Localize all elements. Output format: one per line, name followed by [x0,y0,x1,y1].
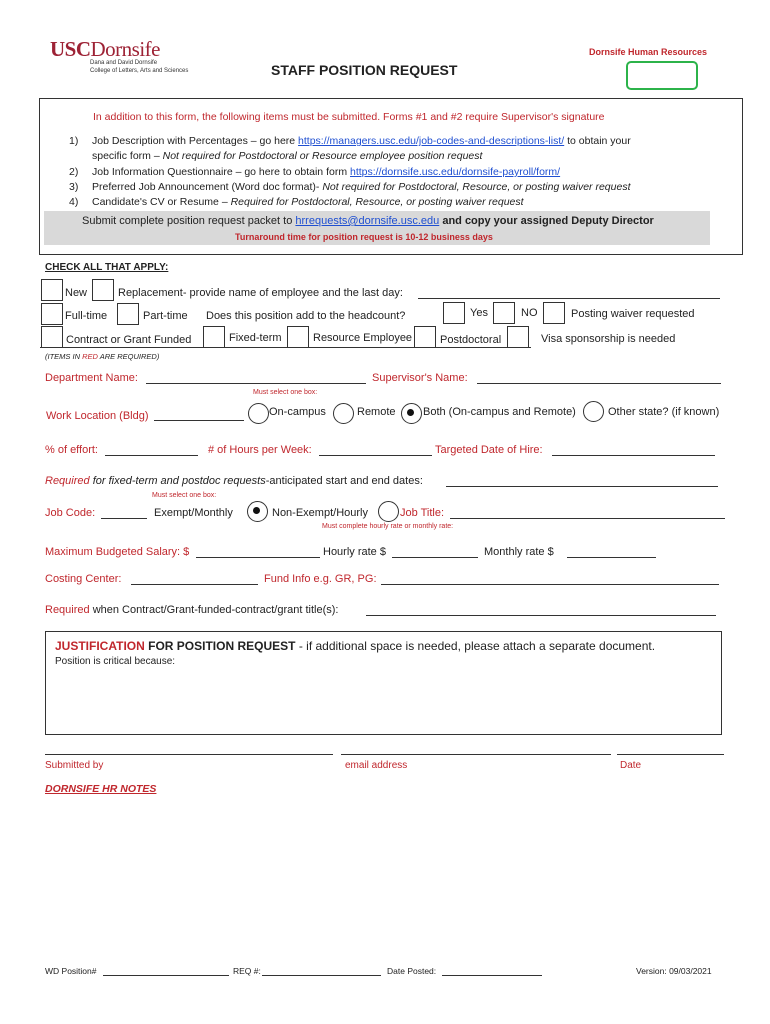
checkbox-fixed-term[interactable] [203,326,225,348]
justification-prompt: Position is critical because: [55,656,176,667]
label-supervisor: Supervisor's Name: [372,372,468,384]
label-replacement: Replacement- provide name of employee and the last day: [118,287,403,299]
justification-heading [55,639,655,653]
label-no: NO [521,307,538,319]
item4-text: Candidate's CV or Resume – [92,196,228,208]
label-fund-info: Fund Info e.g. GR, PG: [264,573,377,585]
contract-titles-text: when Contract/Grant-funded-contract/grant title(s): [92,604,339,616]
replacement-field[interactable] [418,298,720,299]
required-note [45,352,159,361]
label-monthly: Monthly rate $ [484,546,554,558]
label-fixed-dates [45,475,423,487]
job-code-field[interactable] [101,518,147,519]
contract-titles-field[interactable] [366,615,716,616]
hr-notes-heading: DORNSIFE HR NOTES [45,783,157,795]
instructions-intro: In addition to this form, the following items must be submitted. Forms #1 and #2 require Supervisor's signature [93,111,605,123]
label-headcount: Does this position add to the headcount? [206,310,406,322]
label-department: Department Name: [45,372,138,384]
version: Version: 09/03/2021 [636,966,712,976]
label-effort: % of effort: [45,444,98,456]
date-field[interactable] [617,754,724,755]
label-resource: Resource Employee [313,332,413,344]
logo-usc: USC [50,37,91,61]
label-work-location: Work Location (Bldg) [46,410,149,422]
label-contract-titles [45,604,338,616]
label-full-time: Full-time [65,310,108,322]
label-hourly: Hourly rate $ [323,546,386,558]
item1-line2 [92,150,482,162]
label-hire-date: Targeted Date of Hire: [435,444,543,456]
checkbox-postdoctoral[interactable] [414,326,436,348]
form-title: STAFF POSITION REQUEST [271,62,458,78]
item3-note: Not required for Postdoctoral, Resource, or posting waiver request [322,181,631,193]
justification-red: JUSTIFICATION [55,639,145,653]
checkbox-visa[interactable] [507,326,529,348]
contract-titles-required: Required [45,604,90,616]
costing-field[interactable] [131,584,258,585]
item1-num: 1) [69,135,79,147]
radio-on-campus[interactable] [248,403,269,424]
fixed-dates-field[interactable] [446,486,718,487]
work-location-field[interactable] [154,420,244,421]
item1-text: Job Description with Percentages – go here [92,135,296,147]
label-postdoctoral: Postdoctoral [440,334,502,346]
must-complete-rate: Must complete hourly rate or monthly rate: [322,523,454,530]
fixed-dates-for: for fixed-term and postdoc requests [92,475,266,487]
office-use-box[interactable] [626,61,698,90]
department-field[interactable] [146,383,366,384]
radio-both[interactable] [401,403,422,424]
hours-field[interactable] [319,455,432,456]
checkbox-replacement[interactable] [92,279,114,301]
required-note-a: (ITEMS IN [45,352,80,361]
payroll-form-link[interactable]: https://dornsife.usc.edu/dornsife-payroll/form/ [350,166,561,178]
item4-num: 4) [69,196,79,208]
label-wd-position: WD Position# [45,966,97,976]
max-salary-field[interactable] [196,557,320,558]
wd-position-field[interactable] [103,975,229,976]
logo-sub2: College of Letters, Arts and Sciences [90,68,189,74]
check-heading: CHECK ALL THAT APPLY: [45,262,169,273]
item4-note: Required for Postdoctoral, Resource, or posting waiver request [230,196,524,208]
label-costing: Costing Center: [45,573,122,585]
checkbox-part-time[interactable] [117,303,139,325]
logo-sub1: Dana and David Dornsife [90,60,158,66]
justification-bold: FOR POSITION REQUEST [148,639,296,653]
fixed-dates-required: Required [45,475,90,487]
radio-exempt[interactable] [247,501,268,522]
label-date: Date [620,760,642,771]
submitted-by-field[interactable] [45,754,333,755]
label-fixed-term: Fixed-term [229,332,282,344]
label-on-campus: On-campus [269,406,326,418]
department-heading: Dornsife Human Resources [589,47,708,57]
label-visa: Visa sponsorship is needed [541,333,676,345]
item3-line [92,181,631,193]
section-divider [40,347,531,348]
checkbox-posting-waiver[interactable] [543,302,565,324]
item1-tail: to obtain your [567,135,631,147]
req-field[interactable] [262,975,381,976]
radio-remote[interactable] [333,403,354,424]
monthly-field[interactable] [567,557,656,558]
justification-rest: - if additional space is needed, please attach a separate document. [298,639,656,653]
hr-email-link[interactable]: hrrequests@dornsife.usc.edu [295,215,440,227]
label-part-time: Part-time [143,310,188,322]
submit-text: Submit complete position request packet to [82,215,293,227]
turnaround-text: Turnaround time for position request is 10-12 business days [235,232,493,242]
label-submitted-by: Submitted by [45,760,104,771]
item4-line [92,196,524,208]
label-date-posted: Date Posted: [387,966,437,976]
checkbox-contract[interactable] [41,326,63,348]
hourly-field[interactable] [392,557,478,558]
fixed-dates-tail: -anticipated start and end dates: [265,475,423,487]
item1-note: Not required for Postdoctoral or Resource employee position request [162,150,483,162]
item3-num: 3) [69,181,79,193]
item1-cont: specific form – [92,150,160,162]
item2-num: 2) [69,166,79,178]
required-note-red: RED [82,352,98,361]
usc-dornsife-logo [50,37,200,79]
hire-date-field[interactable] [552,455,715,456]
checkbox-resource[interactable] [287,326,309,348]
label-non-exempt: Non-Exempt/Hourly [272,507,368,519]
radio-other-state[interactable] [583,401,604,422]
label-exempt: Exempt/Monthly [154,507,233,519]
label-remote: Remote [357,406,396,418]
checkbox-new[interactable] [41,279,63,301]
label-yes: Yes [470,307,488,319]
checkbox-full-time[interactable] [41,303,63,325]
logo-dornsife: Dornsife [90,37,160,61]
email-field[interactable] [341,754,611,755]
label-new: New [65,287,88,299]
radio-non-exempt[interactable] [378,501,399,522]
must-select-location: Must select one box: [253,389,318,396]
date-posted-field[interactable] [442,975,542,976]
item3-text: Preferred Job Announcement (Word doc format)- [92,181,320,193]
label-contract: Contract or Grant Funded [66,334,192,346]
label-req: REQ #: [233,966,261,976]
job-title-field[interactable] [450,518,725,519]
item2-text: Job Information Questionnaire – go here to obtain form [92,166,348,178]
submit-tail: and copy your assigned Deputy Director [442,215,654,227]
checkbox-yes[interactable] [443,302,465,324]
label-job-code: Job Code: [45,507,96,519]
effort-field[interactable] [105,455,198,456]
label-hours: # of Hours per Week: [208,444,312,456]
job-codes-link[interactable]: https://managers.usc.edu/job-codes-and-descriptions-list/ [298,135,565,147]
item2-line [92,166,560,178]
supervisor-field[interactable] [477,383,721,384]
label-email: email address [345,760,408,771]
required-note-b: ARE REQUIRED) [99,352,160,361]
item1-line1 [92,135,631,147]
label-both: Both (On-campus and Remote) [423,406,576,418]
fund-info-field[interactable] [381,584,719,585]
label-max-salary: Maximum Budgeted Salary: $ [45,546,190,558]
label-other-state: Other state? (if known) [608,406,720,418]
label-job-title: Job Title: [400,507,445,519]
submit-line [82,215,654,227]
checkbox-no[interactable] [493,302,515,324]
label-posting-waiver: Posting waiver requested [571,308,695,320]
must-select-exempt: Must select one box: [152,492,217,499]
